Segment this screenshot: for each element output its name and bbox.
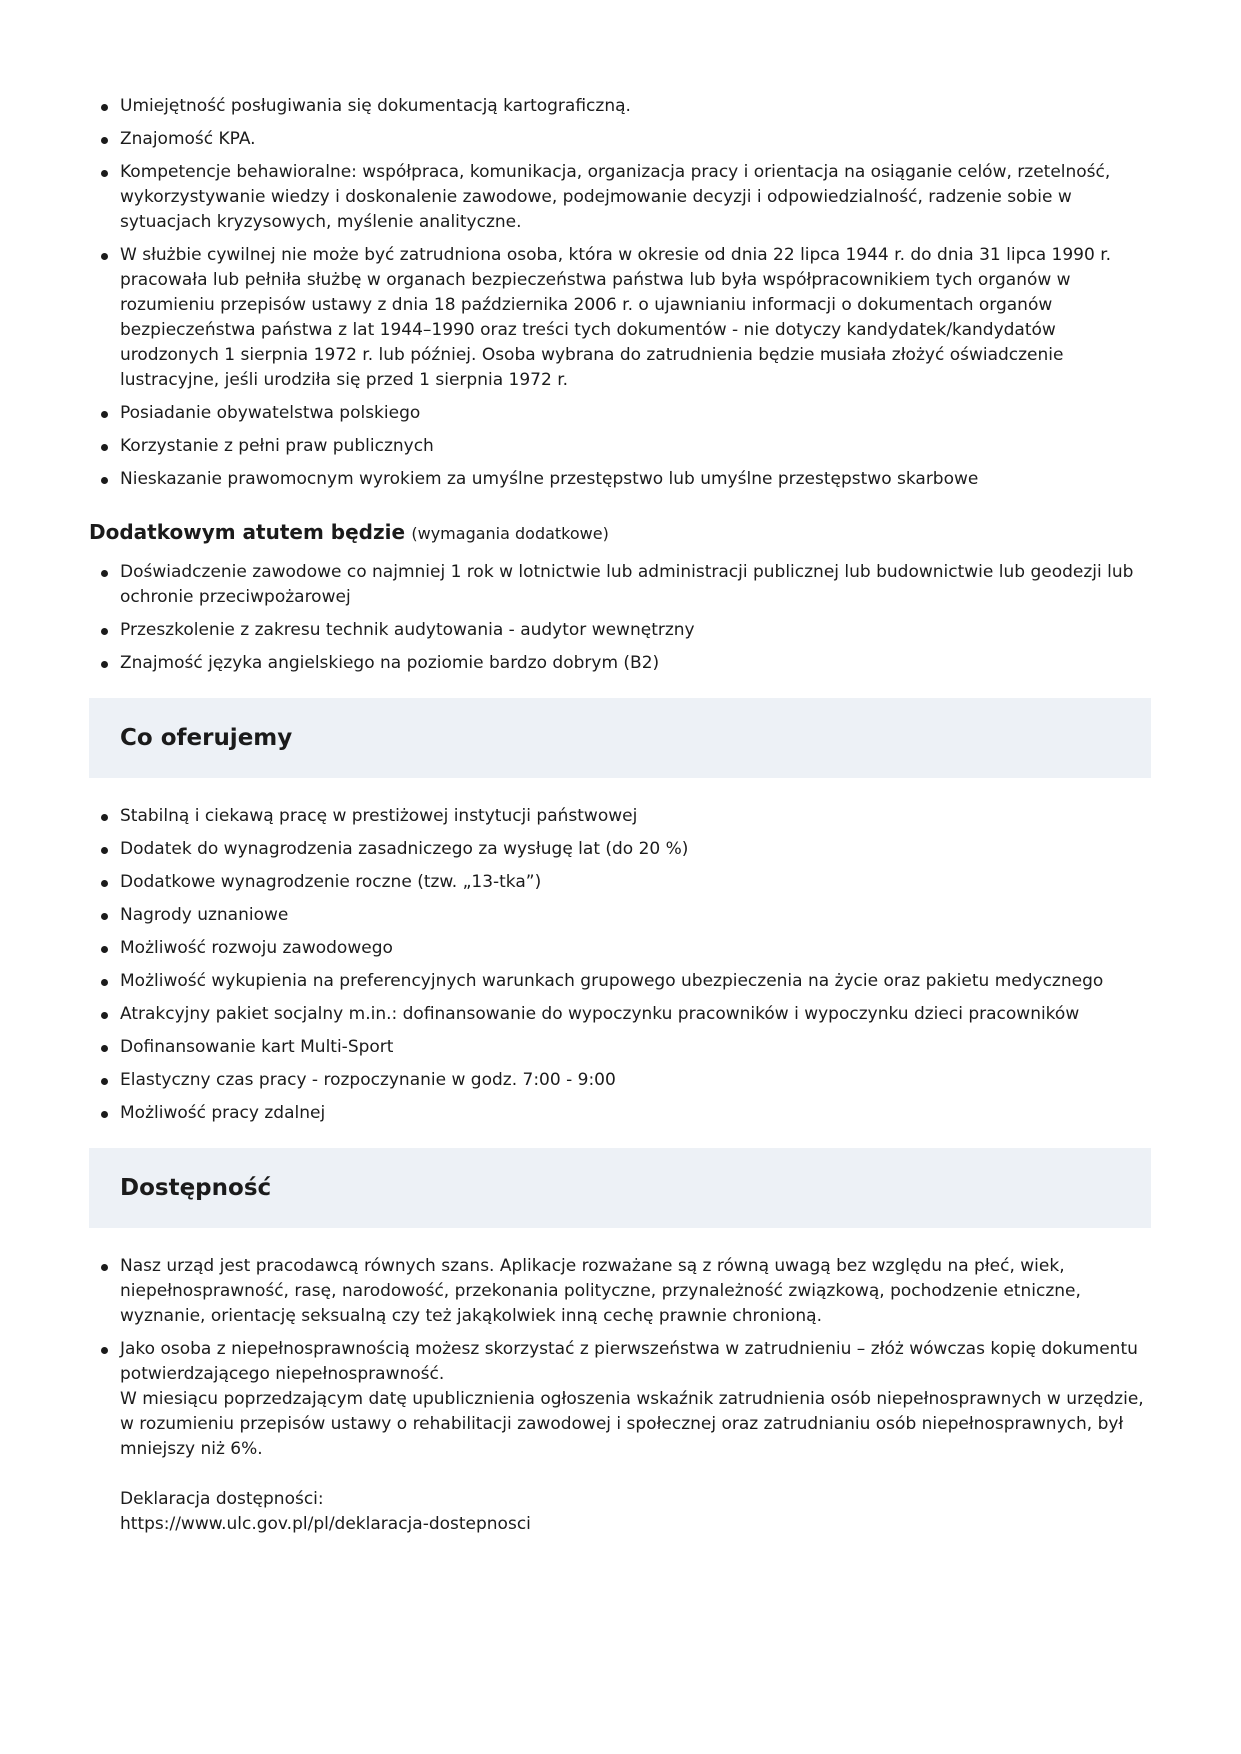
list-item: Dodatkowe wynagrodzenie roczne (tzw. „13-tka”) <box>89 870 1151 895</box>
list-item: Możliwość pracy zdalnej <box>89 1101 1151 1126</box>
declaration-label: Deklaracja dostępności: <box>120 1489 324 1509</box>
list-item: Stabilną i ciekawą pracę w prestiżowej instytucji państwowej <box>89 804 1151 829</box>
list-item: Nagrody uznaniowe <box>89 903 1151 928</box>
list-item: Korzystanie z pełni praw publicznych <box>89 434 1151 459</box>
accessibility-heading: Dostępność <box>120 1175 272 1201</box>
list-item: Dofinansowanie kart Multi-Sport <box>89 1035 1151 1060</box>
list-item <box>89 1337 1151 1537</box>
employment-rate-text: W miesiącu poprzedzającym datę upublicznienia ogłoszenia wskaźnik zatrudnienia osób niepełnosprawnych w urzędzie, w rozumieniu przepisów ustawy o rehabilitacji zawodowej i społecznej oraz zatrudnianiu osób niepełnosprawnych, był mniejszy niż 6%. <box>120 1389 1144 1459</box>
list-item: Nieskazanie prawomocnym wyrokiem za umyślne przestępstwo lub umyślne przestępstwo skarbowe <box>89 467 1151 492</box>
list-item: Możliwość wykupienia na preferencyjnych warunkach grupowego ubezpieczenia na życie oraz pakietu medycznego <box>89 969 1151 994</box>
accessibility-section-header <box>89 1148 1151 1228</box>
priority-employment-text: Jako osoba z niepełnosprawnością możesz skorzystać z pierwszeństwa w zatrudnieniu – złóż wówczas kopię dokumentu potwierdzającego niepełnosprawność. <box>120 1339 1138 1384</box>
requirements-list <box>89 94 1151 492</box>
list-item: Kompetencje behawioralne: współpraca, komunikacja, organizacja pracy i orientacja na osiąganie celów, rzetelność, wykorzystywanie wiedzy i doskonalenie zawodowe, podejmowanie decyzji i odpowiedzialność, radzenie sobie w sytuacjach kryzysowych, myślenie analityczne. <box>89 160 1151 235</box>
list-item: Nasz urząd jest pracodawcą równych szans. Aplikacje rozważane są z równą uwagą bez względu na płeć, wiek, niepełnosprawność, rasę, narodowość, przekonania polityczne, przynależność związkową, pochodzenie etniczne, wyznanie, orientację seksualną czy też jakąkolwiek inną cechę prawnie chronioną. <box>89 1254 1151 1329</box>
offer-heading: Co oferujemy <box>120 725 293 751</box>
list-item: Znajmość języka angielskiego na poziomie bardzo dobrym (B2) <box>89 651 1151 676</box>
list-item: W służbie cywilnej nie może być zatrudniona osoba, która w okresie od dnia 22 lipca 1944 r. do dnia 31 lipca 1990 r. pracowała lub pełniła służbę w organach bezpieczeństwa państwa lub była współpracownikiem tych organów w rozumieniu przepisów ustawy z dnia 18 października 2006 r. o ujawnianiu informacji o dokumentach organów bezpieczeństwa państwa z lat 1944–1990 oraz treści tych dokumentów - nie dotyczy kandydatek/kandydatów urodzonych 1 sierpnia 1972 r. lub później. Osoba wybrana do zatrudnienia będzie musiała złożyć oświadczenie lustracyjne, jeśli urodziła się przed 1 sierpnia 1972 r. <box>89 243 1151 393</box>
offer-section-header <box>89 698 1151 778</box>
offer-list <box>89 804 1151 1126</box>
spacer <box>120 1462 1151 1487</box>
accessibility-list <box>89 1254 1151 1537</box>
declaration-url: https://www.ulc.gov.pl/pl/deklaracja-dostepnosci <box>120 1514 531 1534</box>
list-item: Doświadczenie zawodowe co najmniej 1 rok w lotnictwie lub administracji publicznej lub budownictwie lub geodezji lub ochronie przeciwpożarowej <box>89 560 1151 610</box>
list-item: Możliwość rozwoju zawodowego <box>89 936 1151 961</box>
document-content <box>89 94 1151 1537</box>
additional-heading-note: (wymagania dodatkowe) <box>411 524 609 543</box>
list-item: Znajomość KPA. <box>89 127 1151 152</box>
additional-heading <box>89 518 1151 548</box>
list-item: Umiejętność posługiwania się dokumentacją kartograficzną. <box>89 94 1151 119</box>
list-item: Atrakcyjny pakiet socjalny m.in.: dofinansowanie do wypoczynku pracowników i wypoczynku dzieci pracowników <box>89 1002 1151 1027</box>
additional-heading-title: Dodatkowym atutem będzie <box>89 520 406 544</box>
list-item: Dodatek do wynagrodzenia zasadniczego za wysługę lat (do 20 %) <box>89 837 1151 862</box>
list-item: Posiadanie obywatelstwa polskiego <box>89 401 1151 426</box>
additional-list <box>89 560 1151 676</box>
list-item: Elastyczny czas pracy - rozpoczynanie w godz. 7:00 - 9:00 <box>89 1068 1151 1093</box>
list-item: Przeszkolenie z zakresu technik audytowania - audytor wewnętrzny <box>89 618 1151 643</box>
